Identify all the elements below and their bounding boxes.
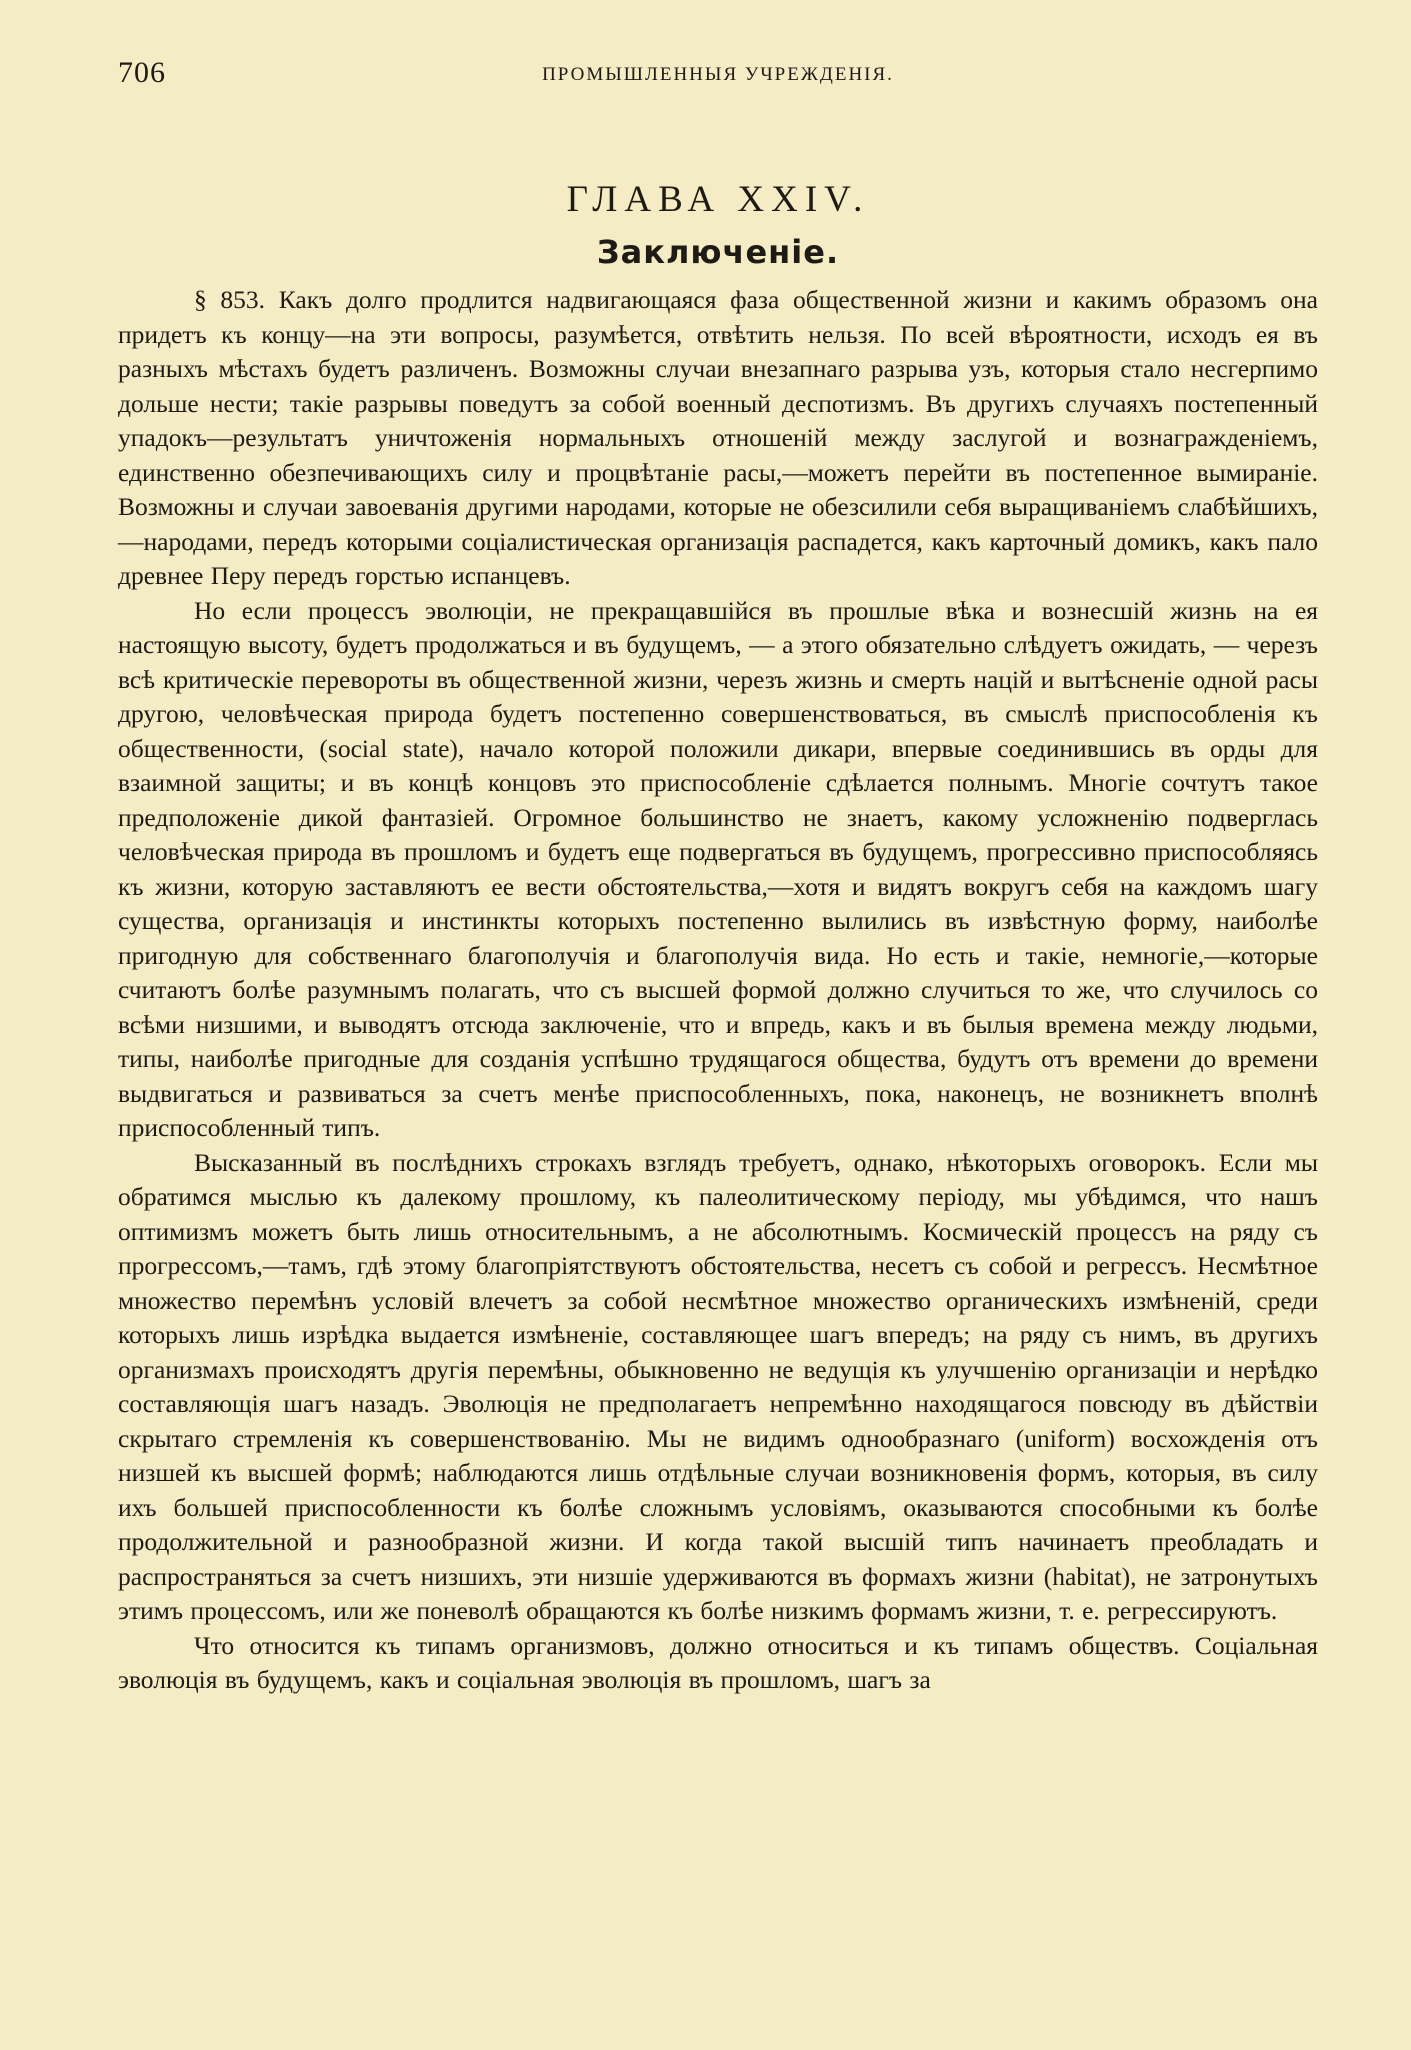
paragraph: Высказанный въ послѣднихъ строкахъ взглядъ требуетъ, однако, нѣкоторыхъ оговорокъ. Если мы обратимся мыслью къ далекому прошлому, къ палеолитическому періоду, мы убѣдимся, что нашъ оптимизмъ можетъ быть лишь относительнымъ, а не абсолютнымъ. Космическій процессъ на ряду съ прогрессомъ,—тамъ, гдѣ этому благопріятствуютъ обстоятельства, несетъ съ собой и регрессъ. Несмѣтное множество перемѣнъ условій влечетъ за собой несмѣтное множество органическихъ измѣненій, среди которыхъ лишь изрѣдка выдается измѣненіе, составляющее шагъ впередъ; на ряду съ нимъ, въ другихъ организмахъ происходятъ другія перемѣны, обыкновенно не ведущія къ улучшенію организаціи и нерѣдко составляющія шагъ назадъ. Эволюція не предполагаетъ непремѣнно находящагося повсюду въ дѣйствіи скрытаго стремленія къ совершенствованію. Мы не видимъ однообразнаго (uniform) восхожденія отъ низшей къ высшей формѣ; наблюдаются лишь отдѣльные случаи возникновенія формъ, которыя, въ силу ихъ большей приспособленности къ болѣе сложнымъ условіямъ, оказываются способными къ болѣе продолжительной и разнообразной жизни. И когда такой высшій типъ начинаетъ преобладать и распространяться за счетъ низшихъ, эти низшіе удерживаются въ формахъ жизни (habitat), не затронутыхъ этимъ процессомъ, или же поневолѣ обращаются къ болѣе низкимъ формамъ жизни, т. е. регрессируютъ. [118, 1147, 1318, 1625]
book-page [118, 52, 1318, 1698]
body-text [118, 283, 1318, 1698]
chapter-heading: ГЛАВА XXIV. [566, 179, 870, 220]
paragraph: Что относится къ типамъ организмовъ, должно относиться и къ типамъ обществъ. Соціальная эволюція въ будущемъ, какъ и соціальная эволюція въ прошломъ, шагъ за [118, 1630, 1318, 1694]
paragraph: § 853. Какъ долго продлится надвигающаяся фаза общественной жизни и какимъ образомъ она придетъ къ концу—на эти вопросы, разумѣется, отвѣтить нельзя. По всей вѣроятности, исходъ ея въ разныхъ мѣстахъ будетъ различенъ. Возможны случаи внезапнаго разрыва узъ, которыя стало несгерпимо дольше нести; такіе разрывы поведутъ за собой военный деспотизмъ. Въ другихъ случаяхъ постепенный упадокъ—результатъ уничтоженія нормальныхъ отношеній между заслугой и вознагражденіемъ, единственно обезпечивающихъ силу и процвѣтаніе расы,—можетъ перейти въ постепенное вымираніе. Возможны и случаи завоеванія другими народами, которые не обезсилили себя выращиваніемъ слабѣйшихъ,—народами, передъ которыми соціалистическая организація распадется, какъ карточный домикъ, какъ пало древнее Перу передъ горстью испанцевъ. [118, 285, 1318, 590]
running-head [118, 52, 1318, 92]
paragraph: Но если процессъ эволюціи, не прекращавшійся въ прошлые вѣка и вознесшій жизнь на ея настоящую высоту, будетъ продолжаться и въ будущемъ, — а этого обязательно слѣдуетъ ожидать, — черезъ всѣ критическіе перевороты въ общественной жизни, черезъ жизнь и смерть націй и вытѣсненіе одной расы другою, человѣческая природа будетъ постепенно совершенствоваться, въ смыслѣ приспособленія къ общественности, (social state), начало которой положили дикари, впервые соединившись въ орды для взаимной защиты; и въ концѣ концовъ это приспособленіе сдѣлается полнымъ. Многіе сочтутъ такое предположеніе дикой фантазіей. Огромное большинство не знаетъ, какому усложненію подверглась человѣческая природа въ прошломъ и будетъ еще подвергаться въ будущемъ, прогрессивно приспособляясь къ жизни, которую заставляютъ ее вести обстоятельства,—хотя и видятъ вокругъ себя на каждомъ шагу существа, организація и инстинкты которыхъ постепенно вылились въ извѣстную форму, наиболѣе пригодную для собственнаго благополучія и благополучія вида. Но есть и такіе, немногіе,—которые считаютъ болѣе разумнымъ полагать, что съ высшей формой должно случиться то же, что случилось со всѣми низшими, и выводятъ отсюда заключеніе, что и впредь, какъ и въ былыя времена между людьми, типы, наиболѣе пригодные для созданія успѣшно трудящагося общества, будутъ отъ времени до времени выдвигаться и развиваться за счетъ менѣе приспособленныхъ, пока, наконецъ, не возникнетъ вполнѣ приспособленный типъ. [118, 595, 1318, 1142]
running-title: ПРОМЫШЛЕННЫЯ УЧРЕЖДЕНІЯ. [542, 64, 894, 85]
chapter-title: Заключеніе. [596, 233, 840, 271]
page-number: 706 [118, 56, 166, 89]
